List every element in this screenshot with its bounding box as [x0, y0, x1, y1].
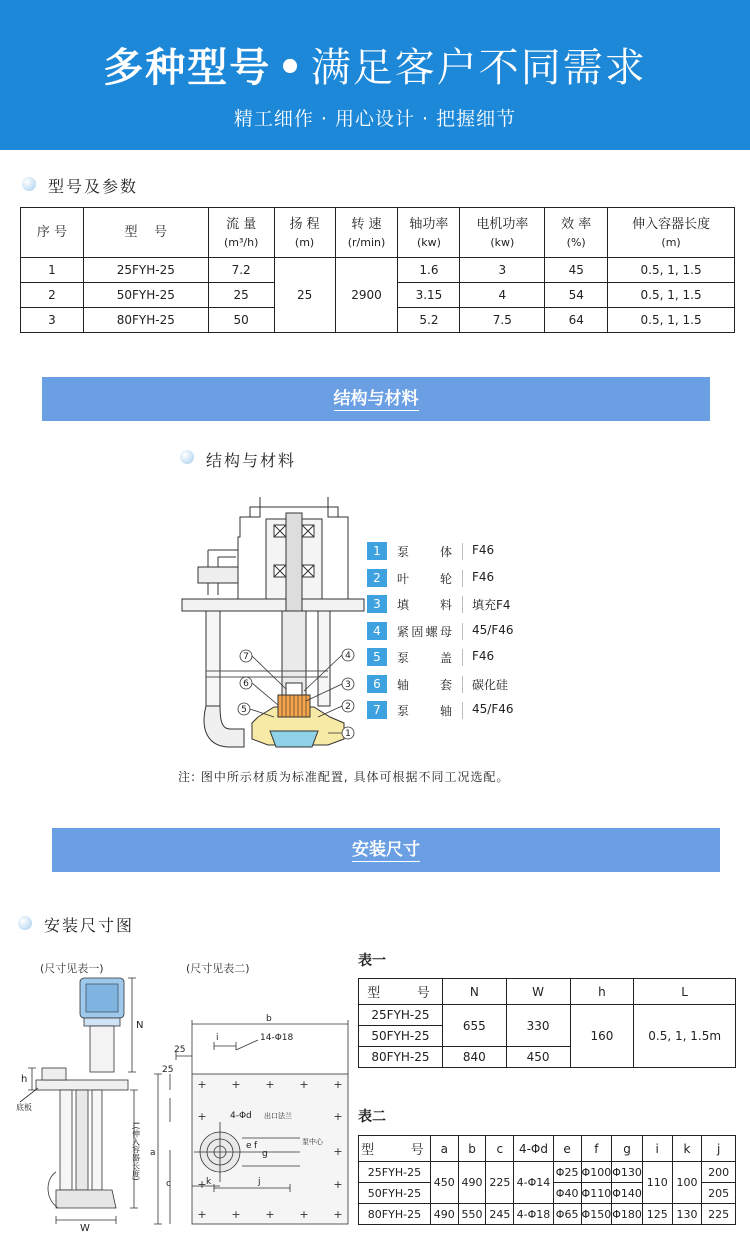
list-item — [367, 567, 537, 594]
t2-model: 50FYH-25 — [359, 1183, 431, 1204]
callout-7: 7 — [243, 652, 249, 662]
table-row — [359, 1005, 736, 1026]
t2-k: 130 — [672, 1204, 702, 1225]
part-material: 45/F46 — [472, 702, 514, 716]
callout-2: 2 — [345, 702, 351, 712]
t2-a: 490 — [430, 1204, 458, 1225]
table1-header — [359, 979, 736, 1005]
banner-title-main: 多种型号 — [103, 45, 272, 91]
t2-c: 245 — [486, 1204, 514, 1225]
cell-motor: 3 — [460, 258, 545, 283]
dim-L: L(伸入容器长度) — [131, 1122, 141, 1181]
t1-N: 655 — [442, 1005, 506, 1047]
part-number: 5 — [367, 648, 387, 666]
table-row — [359, 1204, 736, 1225]
dim-e: e — [246, 1141, 252, 1151]
svg-text:+: + — [197, 1178, 207, 1191]
header-no: 序 号 — [21, 208, 84, 258]
t2-g: Φ130 — [612, 1162, 643, 1183]
t1-header-N: N — [442, 979, 506, 1005]
list-item — [367, 540, 537, 567]
dim-25b: 25 — [162, 1065, 174, 1075]
svg-text:+: + — [265, 1078, 275, 1091]
cell-no: 3 — [21, 308, 84, 333]
t2-header-j: j — [702, 1136, 736, 1162]
t2-f: Φ110 — [581, 1183, 612, 1204]
t1-N: 840 — [442, 1047, 506, 1068]
svg-text:+: + — [231, 1078, 241, 1091]
svg-text:+: + — [333, 1145, 343, 1158]
t2-model: 80FYH-25 — [359, 1204, 431, 1225]
t2-e: Φ40 — [553, 1183, 581, 1204]
t2-header-b: b — [458, 1136, 486, 1162]
divider — [462, 676, 463, 693]
t2-header-k: k — [672, 1136, 702, 1162]
holes-4: 4-Φd — [230, 1111, 252, 1121]
t2-j: 205 — [702, 1183, 736, 1204]
install-drawing-2 — [150, 1010, 355, 1230]
t2-header-f: f — [581, 1136, 612, 1162]
divider — [462, 543, 463, 560]
structure-band — [42, 377, 710, 421]
dim-h: h — [21, 1074, 28, 1085]
t2-a: 450 — [430, 1162, 458, 1204]
t2-b: 490 — [458, 1162, 486, 1204]
t2-i: 125 — [642, 1204, 672, 1225]
banner-title-rest: 满足客户不同需求 — [310, 45, 647, 91]
cell-flow: 50 — [208, 308, 274, 333]
divider — [462, 570, 463, 587]
t1-W: 450 — [506, 1047, 570, 1068]
callout-5: 5 — [241, 705, 247, 715]
callout-6: 6 — [243, 679, 249, 689]
svg-text:+: + — [197, 1110, 207, 1123]
part-name: 填料 — [397, 598, 452, 612]
t1-model: 50FYH-25 — [359, 1026, 443, 1047]
part-name: 泵体 — [397, 545, 452, 559]
t2-header-e: e — [553, 1136, 581, 1162]
bullet-icon — [18, 916, 32, 930]
svg-text:+: + — [265, 1208, 275, 1221]
t2-k: 100 — [672, 1162, 702, 1204]
header-model: 型 号 — [83, 208, 208, 258]
cell-shaft: 5.2 — [398, 308, 460, 333]
cell-no: 2 — [21, 283, 84, 308]
dim-W: W — [80, 1223, 90, 1232]
t2-header-g: g — [612, 1136, 643, 1162]
table-row — [359, 1162, 736, 1183]
cell-head: 25 — [274, 258, 335, 333]
install-drawing-1 — [16, 972, 146, 1232]
bullet-icon — [22, 177, 36, 191]
t2-f: Φ150 — [581, 1204, 612, 1225]
svg-text:+: + — [299, 1078, 309, 1091]
cell-eff: 64 — [545, 308, 608, 333]
part-number: 6 — [367, 675, 387, 693]
part-number: 2 — [367, 569, 387, 587]
header-banner — [0, 0, 750, 150]
part-material: 45/F46 — [472, 622, 514, 637]
part-name: 泵盖 — [397, 651, 452, 665]
drawing1-caption: (尺寸见表一) — [40, 962, 104, 975]
material-note: 注: 图中所示材质为标准配置, 具体可根据不同工况选配。 — [178, 770, 510, 784]
install-section-label: 安装尺寸图 — [44, 916, 135, 935]
t2-header-a: a — [430, 1136, 458, 1162]
t2-e: Φ65 — [553, 1204, 581, 1225]
svg-text:+: + — [197, 1208, 207, 1221]
models-section-label: 型号及参数 — [48, 177, 139, 196]
install-band — [52, 828, 720, 872]
cell-shaft: 3.15 — [398, 283, 460, 308]
t2-e: Φ25 — [553, 1162, 581, 1183]
drawing2-caption: (尺寸见表二) — [186, 962, 250, 975]
cell-speed: 2900 — [335, 258, 398, 333]
cell-model: 25FYH-25 — [83, 258, 208, 283]
parts-legend — [367, 540, 537, 726]
structure-band-title: 结构与材料 — [333, 389, 419, 409]
t2-header-c: c — [486, 1136, 514, 1162]
models-table — [20, 207, 735, 333]
pump-center-label: 泵中心 — [302, 1138, 323, 1146]
cell-motor: 7.5 — [460, 308, 545, 333]
svg-text:+: + — [333, 1178, 343, 1191]
part-number: 7 — [367, 701, 387, 719]
t1-header-W: W — [506, 979, 570, 1005]
dim-25a: 25 — [174, 1045, 186, 1055]
cell-eff: 54 — [545, 283, 608, 308]
install-band-title: 安装尺寸 — [352, 840, 420, 860]
svg-text:+: + — [333, 1208, 343, 1221]
t2-d: 4-Φ14 — [514, 1162, 553, 1204]
t2-model: 25FYH-25 — [359, 1162, 431, 1183]
list-item — [367, 673, 537, 700]
banner-title — [0, 36, 750, 93]
table1-label: 表一 — [358, 953, 386, 969]
dim-b: b — [266, 1014, 272, 1024]
banner-subtitle: 精工细作 · 用心设计 · 把握细节 — [233, 108, 517, 130]
t2-j: 225 — [702, 1204, 736, 1225]
callout-1: 1 — [345, 729, 351, 739]
structure-section-label: 结构与材料 — [206, 451, 297, 470]
part-material: F46 — [472, 569, 495, 584]
cell-no: 1 — [21, 258, 84, 283]
dim-g: g — [262, 1149, 268, 1159]
divider — [462, 596, 463, 613]
part-material: F46 — [472, 543, 495, 557]
svg-text:+: + — [333, 1078, 343, 1091]
part-number: 3 — [367, 595, 387, 613]
cell-motor: 4 — [460, 283, 545, 308]
list-item — [367, 646, 537, 673]
svg-text:+: + — [197, 1078, 207, 1091]
header-head: 扬 程 (m) — [274, 208, 335, 258]
cell-len: 0.5, 1, 1.5 — [608, 258, 735, 283]
part-material: 碳化硅 — [472, 677, 509, 692]
cell-model: 80FYH-25 — [83, 308, 208, 333]
svg-text:+: + — [299, 1208, 309, 1221]
dim-N: N — [136, 1020, 144, 1031]
t1-h: 160 — [570, 1005, 634, 1068]
banner-title-dot: • — [277, 45, 305, 91]
t2-header-model: 型 号 — [359, 1136, 431, 1162]
t2-d: 4-Φ18 — [514, 1204, 553, 1225]
outlet-flange-label: 出口法兰 — [264, 1112, 292, 1120]
table2-header — [359, 1136, 736, 1162]
t1-model: 25FYH-25 — [359, 1005, 443, 1026]
bullet-icon — [180, 450, 194, 464]
t1-header-h: h — [570, 979, 634, 1005]
t2-c: 225 — [486, 1162, 514, 1204]
header-speed: 转 速 (r/min) — [335, 208, 398, 258]
dimension-table-2 — [358, 1135, 736, 1225]
t2-header-i: i — [642, 1136, 672, 1162]
cell-shaft: 1.6 — [398, 258, 460, 283]
header-motor-power: 电机功率 (kw) — [460, 208, 545, 258]
divider — [462, 649, 463, 666]
t1-header-model: 型 号 — [359, 979, 443, 1005]
t2-header-d: 4-Φd — [514, 1136, 553, 1162]
list-item — [367, 620, 537, 647]
t1-model: 80FYH-25 — [359, 1047, 443, 1068]
models-table-header — [21, 208, 735, 258]
part-number: 1 — [367, 542, 387, 560]
t2-g: Φ140 — [612, 1183, 643, 1204]
t2-g: Φ180 — [612, 1204, 643, 1225]
base-label: 底板 — [16, 1103, 32, 1112]
t2-b: 550 — [458, 1204, 486, 1225]
t1-W: 330 — [506, 1005, 570, 1047]
table2-label: 表二 — [358, 1109, 386, 1125]
dim-i: i — [216, 1033, 219, 1043]
part-name: 叶轮 — [397, 571, 452, 586]
header-length: 伸入容器长度 (m) — [608, 208, 735, 258]
pump-section-diagram — [178, 495, 368, 765]
header-efficiency: 效 率 (%) — [545, 208, 608, 258]
svg-text:+: + — [231, 1208, 241, 1221]
dim-a: a — [150, 1148, 156, 1158]
part-name: 轴套 — [397, 677, 452, 692]
callout-3: 3 — [345, 680, 351, 690]
part-material: 填充F4 — [472, 598, 511, 612]
list-item — [367, 593, 537, 620]
cell-len: 0.5, 1, 1.5 — [608, 283, 735, 308]
part-number: 4 — [367, 622, 387, 640]
divider — [462, 702, 463, 719]
part-material: F46 — [472, 649, 495, 663]
cell-flow: 7.2 — [208, 258, 274, 283]
t2-f: Φ100 — [581, 1162, 612, 1183]
t2-j: 200 — [702, 1162, 736, 1183]
dim-f: f — [254, 1141, 258, 1151]
dim-c: c — [166, 1179, 171, 1189]
cell-model: 50FYH-25 — [83, 283, 208, 308]
cell-eff: 45 — [545, 258, 608, 283]
t1-L: 0.5, 1, 1.5m — [634, 1005, 736, 1068]
holes-14: 14-Φ18 — [260, 1033, 294, 1043]
divider — [462, 623, 463, 640]
header-flow: 流 量 (m³/h) — [208, 208, 274, 258]
list-item — [367, 699, 537, 726]
svg-text:+: + — [333, 1110, 343, 1123]
callout-4: 4 — [345, 651, 351, 661]
table-row — [21, 258, 735, 283]
part-name: 泵轴 — [397, 704, 452, 718]
part-name: 紧固螺母 — [397, 624, 452, 639]
header-shaft-power: 轴功率 (kw) — [398, 208, 460, 258]
dimension-table-1 — [358, 978, 736, 1068]
cell-flow: 25 — [208, 283, 274, 308]
cell-len: 0.5, 1, 1.5 — [608, 308, 735, 333]
dim-k: k — [206, 1177, 212, 1187]
dim-j: j — [258, 1177, 261, 1187]
t2-i: 110 — [642, 1162, 672, 1204]
t1-header-L: L — [634, 979, 736, 1005]
